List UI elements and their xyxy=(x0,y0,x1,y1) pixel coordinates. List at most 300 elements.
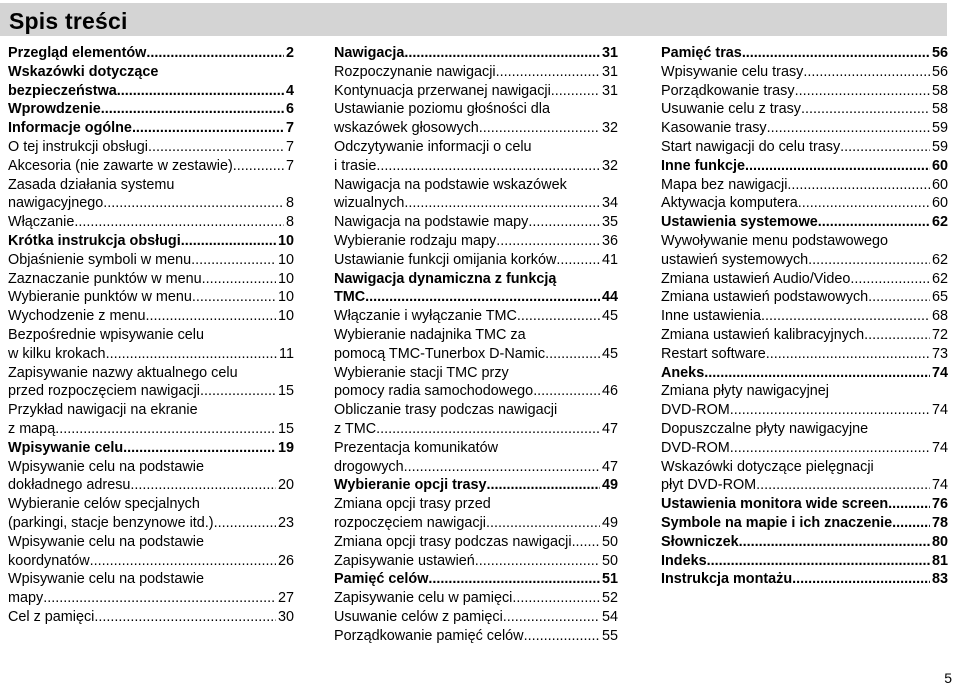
toc-entry-row xyxy=(334,251,618,270)
dot-leader xyxy=(745,157,930,176)
toc-page-number: 41 xyxy=(601,251,618,268)
toc-entry-row xyxy=(8,476,294,495)
dot-leader xyxy=(512,589,600,608)
toc-entry[interactable] xyxy=(334,326,618,364)
toc-entry-row xyxy=(8,589,294,608)
toc-entry-row xyxy=(334,63,618,82)
toc-page-number: 74 xyxy=(931,477,948,494)
toc-entry[interactable] xyxy=(661,364,948,383)
toc-entry[interactable] xyxy=(661,495,948,514)
toc-entry-title: Akcesoria (nie zawarte w zestawie) xyxy=(8,157,233,174)
toc-entry[interactable] xyxy=(8,44,294,63)
dot-leader xyxy=(524,627,600,646)
toc-page-number: 54 xyxy=(601,608,618,625)
toc-entry[interactable] xyxy=(661,194,948,213)
dot-leader xyxy=(376,420,600,439)
toc-entry-title: nawigacyjnego xyxy=(8,195,104,212)
toc-entry-row xyxy=(334,345,618,364)
toc-entry-title: Objaśnienie symboli w menu xyxy=(8,251,192,268)
toc-entry-row xyxy=(661,100,948,119)
toc-page-number: 65 xyxy=(931,289,948,306)
toc-page-number: 10 xyxy=(277,308,294,325)
toc-entry[interactable] xyxy=(8,570,294,608)
toc-entry-title: Zaznaczanie punktów w menu xyxy=(8,270,202,287)
toc-entry-row xyxy=(661,176,948,195)
toc-entry-title-line: Zmiana opcji trasy przed xyxy=(334,496,491,513)
toc-entry-title: koordynatów xyxy=(8,552,90,569)
dot-leader xyxy=(43,589,276,608)
toc-entry-row xyxy=(334,420,618,439)
page-header xyxy=(0,3,947,36)
toc-page-number: 60 xyxy=(931,157,948,174)
page-number: 5 xyxy=(944,670,952,686)
toc-entry-title: Kasowanie trasy xyxy=(661,120,767,137)
toc-entry-title: z TMC xyxy=(334,420,377,437)
dot-leader xyxy=(707,552,930,571)
toc-page-number: 62 xyxy=(931,214,948,231)
toc-entry[interactable] xyxy=(8,288,294,307)
toc-entry[interactable] xyxy=(334,100,618,138)
toc-entry-title: Zapisywanie ustawień xyxy=(334,552,475,569)
toc-entry-title-line: Wybieranie stacji TMC przy xyxy=(334,364,509,381)
dot-leader xyxy=(132,119,284,138)
toc-entry-title-line: Przykład nawigacji na ekranie xyxy=(8,402,198,419)
toc-entry-row xyxy=(8,251,294,270)
toc-page-number: 62 xyxy=(931,251,948,268)
dot-leader xyxy=(365,288,600,307)
toc-entry-row xyxy=(8,420,294,439)
dot-leader xyxy=(556,251,600,270)
toc-page-number: 50 xyxy=(601,552,618,569)
toc-entry-title: z mapą xyxy=(8,420,56,437)
toc-page-number: 31 xyxy=(601,45,618,61)
toc-entry[interactable] xyxy=(334,589,618,608)
toc-entry-title: Start nawigacji do celu trasy xyxy=(661,138,841,155)
dot-leader xyxy=(766,345,930,364)
toc-entry-row xyxy=(661,63,948,82)
dot-leader xyxy=(404,194,600,213)
toc-entry[interactable] xyxy=(334,138,618,176)
dot-leader xyxy=(888,495,930,514)
toc-entry-row xyxy=(661,44,948,63)
toc-page-number: 45 xyxy=(601,308,618,325)
toc-page-number: 23 xyxy=(277,514,294,531)
toc-page-number: 44 xyxy=(601,289,618,306)
dot-leader xyxy=(428,570,600,589)
toc-entry-row xyxy=(334,476,618,495)
toc-entry[interactable] xyxy=(661,63,948,82)
toc-entry-row xyxy=(334,194,618,213)
toc-entry-title: Pamięć tras xyxy=(661,45,742,61)
dot-leader xyxy=(551,82,600,101)
toc-page-number: 59 xyxy=(931,120,948,137)
toc-entry[interactable] xyxy=(661,570,948,589)
toc-entry-title: ustawień systemowych xyxy=(661,251,809,268)
dot-leader xyxy=(233,157,284,176)
toc-entry[interactable] xyxy=(334,552,618,571)
toc-entry-title: DVD-ROM xyxy=(661,402,730,419)
toc-entry-row xyxy=(661,251,948,270)
toc-entry[interactable] xyxy=(334,608,618,627)
dot-leader xyxy=(868,288,930,307)
toc-entry[interactable] xyxy=(8,495,294,533)
toc-entry[interactable] xyxy=(334,307,618,326)
toc-page-number: 31 xyxy=(601,63,618,80)
dot-leader xyxy=(496,232,600,251)
toc-entry-title: Słowniczek xyxy=(661,533,739,550)
dot-leader xyxy=(704,364,930,383)
toc-entry-title: Wybieranie punktów w menu xyxy=(8,289,192,306)
toc-entry[interactable] xyxy=(8,138,294,157)
dot-leader xyxy=(803,63,930,82)
toc-entry[interactable] xyxy=(8,213,294,232)
dot-leader xyxy=(864,326,930,345)
dot-leader xyxy=(742,44,930,63)
toc-entry[interactable] xyxy=(334,401,618,439)
toc-entry-title: Krótka instrukcja obsługi xyxy=(8,232,181,249)
toc-entry-title: wskazówek głosowych xyxy=(334,120,479,137)
toc-page-number: 7 xyxy=(285,120,294,137)
toc-entry-row xyxy=(8,119,294,138)
toc-entry-title: dokładnego adresu xyxy=(8,477,131,494)
dot-leader xyxy=(545,345,600,364)
toc-entry-row xyxy=(334,157,618,176)
toc-page-number: 4 xyxy=(285,82,294,99)
toc-entry-title: pomocy radia samochodowego xyxy=(334,383,534,400)
dot-leader xyxy=(94,608,276,627)
toc-entry-row xyxy=(334,232,618,251)
toc-entry-title: Inne ustawienia xyxy=(661,308,762,325)
dot-leader xyxy=(801,100,930,119)
toc-page-number: 49 xyxy=(601,477,618,494)
toc-entry-title: w kilku krokach xyxy=(8,345,106,362)
dot-leader xyxy=(145,307,276,326)
toc-entry-title: Porządkowanie trasy xyxy=(661,82,795,99)
toc-entry-title-line: Obliczanie trasy podczas nawigacji xyxy=(334,402,558,419)
toc-entry-title: drogowych xyxy=(334,458,404,475)
toc-entry-row xyxy=(8,288,294,307)
toc-entry-title-line: Wskazówki dotyczące xyxy=(8,63,159,80)
dot-leader xyxy=(123,439,276,458)
toc-entry[interactable] xyxy=(334,213,618,232)
toc-entry[interactable] xyxy=(8,119,294,138)
dot-leader xyxy=(730,401,930,420)
dot-leader xyxy=(756,476,930,495)
toc-entry-row xyxy=(334,589,618,608)
dot-leader xyxy=(528,213,600,232)
toc-entry[interactable] xyxy=(8,251,294,270)
toc-page-number: 56 xyxy=(931,63,948,80)
toc-entry-title: Włączanie i wyłączanie TMC xyxy=(334,308,517,325)
toc-page-number: 80 xyxy=(931,533,948,550)
toc-entry[interactable] xyxy=(334,364,618,402)
toc-entry[interactable] xyxy=(334,82,618,101)
dot-leader xyxy=(730,439,930,458)
toc-entry-row xyxy=(8,345,294,364)
toc-entry-row xyxy=(661,270,948,289)
toc-page-number: 36 xyxy=(601,232,618,249)
toc-page-number: 10 xyxy=(277,289,294,306)
dot-leader xyxy=(90,552,276,571)
toc-entry-row xyxy=(8,82,294,101)
toc-entry-title-line: Wpisywanie celu na podstawie xyxy=(8,458,204,475)
dot-leader xyxy=(739,533,930,552)
toc-entry-title: rozpoczęciem nawigacji xyxy=(334,514,486,531)
toc-entry-row xyxy=(334,382,618,401)
toc-entry-title: (parkingi, stacje benzynowe itd.) xyxy=(8,514,214,531)
toc-page-number: 20 xyxy=(277,477,294,494)
toc-page-number: 58 xyxy=(931,82,948,99)
toc-entry-title-line: Wskazówki dotyczące pielęgnacji xyxy=(661,458,874,475)
toc-entry-title: Pamięć celów xyxy=(334,571,429,588)
dot-leader xyxy=(475,552,600,571)
toc-entry-row xyxy=(334,82,618,101)
toc-entry[interactable] xyxy=(334,570,618,589)
toc-entry-row xyxy=(661,194,948,213)
dot-leader xyxy=(404,44,600,63)
toc-entry-row xyxy=(661,495,948,514)
toc-entry[interactable] xyxy=(334,495,618,533)
toc-entry-row xyxy=(661,514,948,533)
toc-entry-title: Porządkowanie pamięć celów xyxy=(334,627,524,644)
toc-entry-title: Wpisywanie celu trasy xyxy=(661,63,804,80)
toc-entry[interactable] xyxy=(334,63,618,82)
toc-entry-row xyxy=(334,627,618,646)
toc-entry-row xyxy=(8,194,294,213)
toc-page-number: 47 xyxy=(601,420,618,437)
toc-entry[interactable] xyxy=(8,533,294,571)
toc-entry[interactable] xyxy=(661,307,948,326)
dot-leader xyxy=(106,345,277,364)
toc-entry[interactable] xyxy=(334,44,618,63)
toc-page-number: 46 xyxy=(601,383,618,400)
toc-entry[interactable] xyxy=(8,401,294,439)
toc-entry-title: mapy xyxy=(8,590,44,607)
dot-leader xyxy=(808,251,930,270)
toc-entry[interactable] xyxy=(8,439,294,458)
toc-entry[interactable] xyxy=(334,439,618,477)
toc-entry-title: Włączanie xyxy=(8,214,75,231)
toc-entry[interactable] xyxy=(661,514,948,533)
toc-page-number: 73 xyxy=(931,345,948,362)
toc-page-number: 26 xyxy=(277,552,294,569)
toc-entry-title-line: Wybieranie celów specjalnych xyxy=(8,496,200,513)
toc-entry-row xyxy=(661,401,948,420)
toc-entry-row xyxy=(334,533,618,552)
toc-entry[interactable] xyxy=(334,270,618,308)
toc-entry[interactable] xyxy=(8,270,294,289)
toc-entry-title: Inne funkcje xyxy=(661,157,745,174)
dot-leader xyxy=(479,119,600,138)
toc-entry-title-line: Nawigacja dynamiczna z funkcją xyxy=(334,270,557,287)
toc-entry-row xyxy=(661,288,948,307)
dot-leader xyxy=(517,307,600,326)
toc-entry[interactable] xyxy=(334,232,618,251)
toc-entry[interactable] xyxy=(8,176,294,214)
toc-page-number: 76 xyxy=(931,496,948,513)
toc-entry-row xyxy=(334,514,618,533)
toc-page-number: 35 xyxy=(601,214,618,231)
dot-leader xyxy=(404,458,600,477)
dot-leader xyxy=(795,82,930,101)
toc-entry[interactable] xyxy=(8,364,294,402)
dot-leader xyxy=(892,514,930,533)
toc-page-number: 74 xyxy=(931,402,948,419)
toc-entry-title: i trasie xyxy=(334,157,377,174)
toc-entry-row xyxy=(661,157,948,176)
toc-entry[interactable] xyxy=(661,552,948,571)
toc-entry[interactable] xyxy=(334,533,618,552)
toc-entry-title: Kontynuacja przerwanej nawigacji xyxy=(334,82,551,99)
toc-entry-row xyxy=(334,44,618,63)
toc-entry-row xyxy=(334,608,618,627)
toc-page-number: 60 xyxy=(931,176,948,193)
toc-entry-row xyxy=(8,44,294,63)
toc-entry[interactable] xyxy=(661,345,948,364)
toc-entry-title: Ustawienia systemowe xyxy=(661,214,818,231)
toc-entry[interactable] xyxy=(661,100,948,119)
toc-page-number: 6 xyxy=(285,101,294,118)
toc-page-number: 52 xyxy=(601,590,618,607)
toc-entry[interactable] xyxy=(334,476,618,495)
toc-entry[interactable] xyxy=(334,627,618,646)
dot-leader xyxy=(376,157,600,176)
toc-page-number: 10 xyxy=(277,251,294,268)
toc-entry-row xyxy=(661,307,948,326)
toc-entry-title: O tej instrukcji obsługi xyxy=(8,138,148,155)
toc-entry[interactable] xyxy=(661,382,948,420)
toc-page-number: 50 xyxy=(601,533,618,550)
toc-entry-row xyxy=(334,213,618,232)
toc-page-number: 27 xyxy=(277,590,294,607)
toc-entry-row xyxy=(661,119,948,138)
toc-entry[interactable] xyxy=(661,270,948,289)
toc-page-number: 7 xyxy=(285,157,294,174)
dot-leader xyxy=(55,420,276,439)
toc-entry[interactable] xyxy=(661,176,948,195)
toc-entry-row xyxy=(661,533,948,552)
toc-page-number: 83 xyxy=(931,571,948,588)
toc-column-2 xyxy=(334,44,618,646)
toc-entry-row xyxy=(8,514,294,533)
dot-leader xyxy=(572,533,600,552)
toc-entry[interactable] xyxy=(334,176,618,214)
toc-entry[interactable] xyxy=(8,307,294,326)
toc-entry[interactable] xyxy=(8,326,294,364)
toc-page-number: 55 xyxy=(601,627,618,644)
toc-entry-row xyxy=(661,345,948,364)
toc-page-number: 45 xyxy=(601,345,618,362)
toc-entry-title: Zmiana ustawień Audio/Video xyxy=(661,270,851,287)
toc-page-number: 34 xyxy=(601,195,618,212)
toc-entry[interactable] xyxy=(661,533,948,552)
toc-entry-title: Indeks xyxy=(661,552,707,569)
toc-page-number: 51 xyxy=(601,571,618,588)
toc-entry[interactable] xyxy=(661,420,948,458)
toc-entry-title: Informacje ogólne xyxy=(8,120,132,137)
toc-page-number: 32 xyxy=(601,120,618,137)
toc-entry-row xyxy=(661,439,948,458)
toc-entry-title: Instrukcja montażu xyxy=(661,571,793,588)
dot-leader xyxy=(840,138,930,157)
toc-column-1 xyxy=(8,44,294,627)
dot-leader xyxy=(533,382,600,401)
dot-leader xyxy=(202,270,276,289)
toc-entry-row xyxy=(8,552,294,571)
toc-entry[interactable] xyxy=(661,119,948,138)
toc-entry-title: Usuwanie celu z trasy xyxy=(661,101,801,118)
toc-column-3 xyxy=(661,44,948,589)
toc-entry-row xyxy=(8,100,294,119)
toc-page-number: 15 xyxy=(277,420,294,437)
toc-entry[interactable] xyxy=(8,100,294,119)
toc-entry[interactable] xyxy=(8,608,294,627)
toc-entry-title-line: Prezentacja komunikatów xyxy=(334,439,498,456)
toc-entry-title: Wpisywanie celu xyxy=(8,439,124,456)
toc-entry-title: Zmiana ustawień kalibracyjnych xyxy=(661,326,865,343)
toc-entry-title: Symbole na mapie i ich znaczenie xyxy=(661,514,893,531)
toc-entry-title: Rozpoczynanie nawigacji xyxy=(334,63,496,80)
toc-entry-title-line: Dopuszczalne płyty nawigacyjne xyxy=(661,420,869,437)
toc-entry-title-line: Odczytywanie informacji o celu xyxy=(334,138,532,155)
toc-entry-row xyxy=(8,439,294,458)
toc-entry[interactable] xyxy=(8,157,294,176)
toc-entry[interactable] xyxy=(661,288,948,307)
toc-entry[interactable] xyxy=(661,232,948,270)
toc-entry-title: DVD-ROM xyxy=(661,439,730,456)
toc-entry-row xyxy=(661,364,948,383)
dot-leader xyxy=(214,514,276,533)
toc-page-number: 62 xyxy=(931,270,948,287)
dot-leader xyxy=(148,138,284,157)
toc-entry-title: Nawigacja na podstawie mapy xyxy=(334,214,529,231)
toc-entry[interactable] xyxy=(661,82,948,101)
toc-entry[interactable] xyxy=(661,44,948,63)
toc-entry[interactable] xyxy=(661,326,948,345)
toc-entry[interactable] xyxy=(8,458,294,496)
toc-entry[interactable] xyxy=(661,458,948,496)
dot-leader xyxy=(850,270,930,289)
dot-leader xyxy=(74,213,284,232)
dot-leader xyxy=(761,307,930,326)
dot-leader xyxy=(130,476,276,495)
toc-entry-title: Mapa bez nawigacji xyxy=(661,176,788,193)
toc-entry[interactable] xyxy=(661,213,948,232)
toc-entry-title-line: Wpisywanie celu na podstawie xyxy=(8,533,204,550)
toc-entry[interactable] xyxy=(661,157,948,176)
toc-entry[interactable] xyxy=(8,232,294,251)
dot-leader xyxy=(101,100,284,119)
toc-entry[interactable] xyxy=(334,251,618,270)
toc-page-number: 7 xyxy=(285,138,294,155)
dot-leader xyxy=(496,63,600,82)
toc-entry-row xyxy=(8,213,294,232)
toc-entry-row xyxy=(661,213,948,232)
toc-entry-title: Przegląd elementów xyxy=(8,45,147,61)
toc-entry-title: Zmiana opcji trasy podczas nawigacji xyxy=(334,533,572,550)
toc-page-number: 11 xyxy=(279,345,294,362)
toc-entry[interactable] xyxy=(661,138,948,157)
toc-entry-title: Aktywacja komputera xyxy=(661,195,798,212)
toc-entry-title: Cel z pamięci xyxy=(8,608,95,625)
toc-entry-title: bezpieczeństwa xyxy=(8,82,117,99)
dot-leader xyxy=(792,570,930,589)
toc-entry-row xyxy=(8,270,294,289)
toc-page-number: 74 xyxy=(931,439,948,456)
toc-page-number: 2 xyxy=(285,45,294,61)
toc-entry[interactable] xyxy=(8,63,294,101)
toc-page-number: 72 xyxy=(931,326,948,343)
